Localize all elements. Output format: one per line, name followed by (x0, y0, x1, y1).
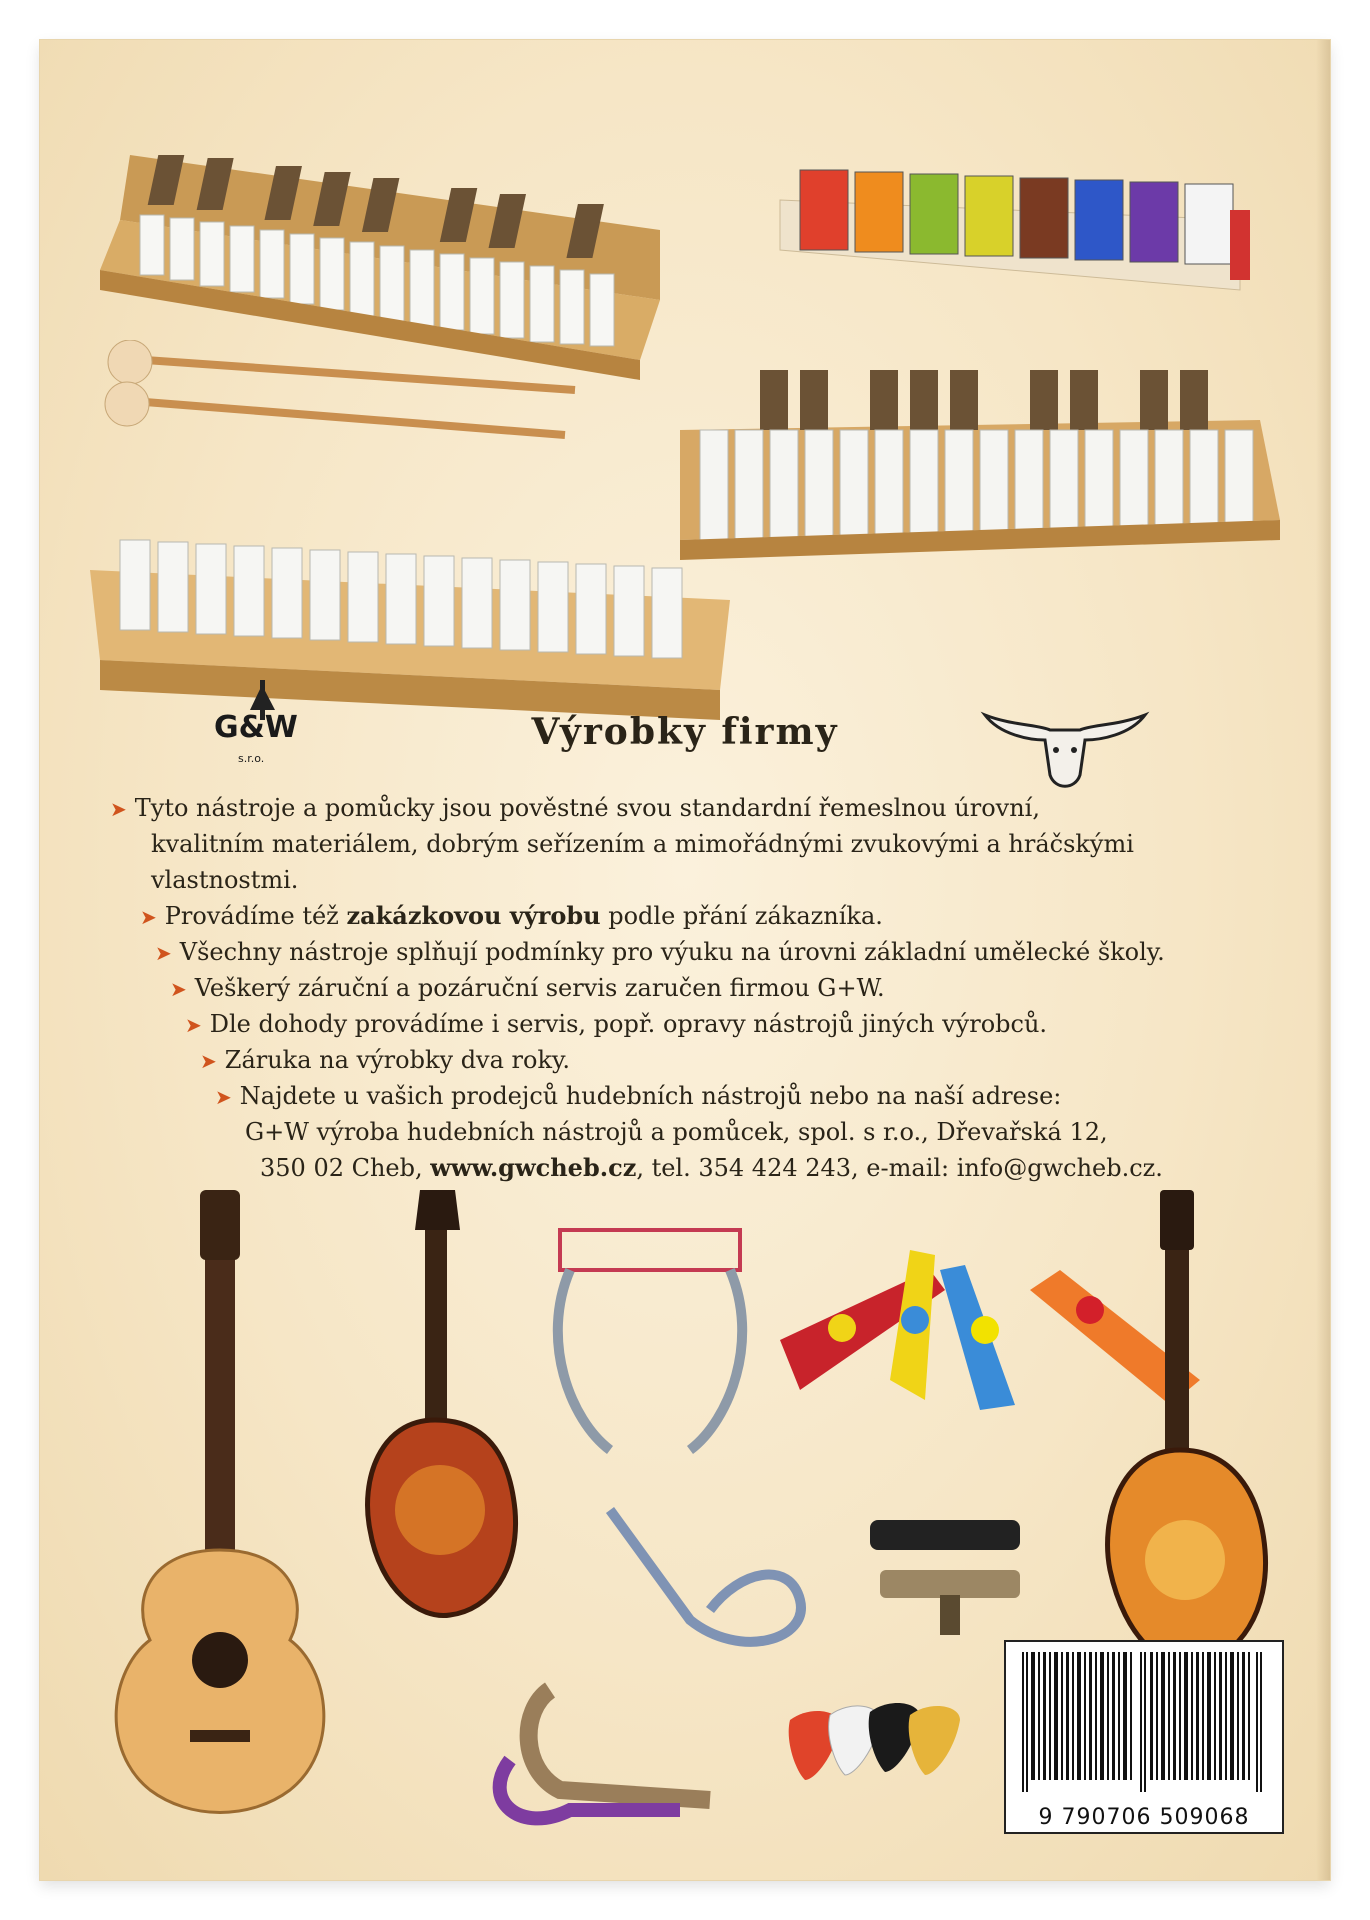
bullet-line-4: ➤ Záruka na výrobky dva roky. (200, 1046, 571, 1074)
arrow-icon: ➤ (140, 905, 157, 929)
arrow-icon: ➤ (215, 1085, 232, 1109)
mandolin-illustration (1070, 1190, 1300, 1690)
address-line-1: G+W výroba hudebních nástrojů a pomůcek, spol. s r.o., Dřevařská 12, (245, 1118, 1108, 1146)
bullet-line-2: ➤ Veškerý záruční a pozáruční servis zaručen firmou G+W. (170, 974, 885, 1002)
book-back-cover (40, 40, 1330, 1880)
arrow-icon: ➤ (110, 797, 127, 821)
gw-logo-subtext: s.r.o. (238, 752, 265, 765)
gw-logo-text: G&W (214, 710, 298, 745)
barcode (1004, 1640, 1284, 1834)
harmonica-holder-illustration (540, 1220, 770, 1460)
address-intro-line: ➤ Najdete u vašich prodejců hudebních nástrojů nebo na naší adrese: (215, 1082, 1062, 1110)
electric-mandolin-illustration (340, 1190, 540, 1640)
intro-line-3: vlastnostmi. (151, 866, 299, 894)
arrow-icon: ➤ (185, 1013, 202, 1037)
bullet-line-1: ➤ Všechny nástroje splňují podmínky pro výuku na úrovni základní umělecké školy. (155, 938, 1165, 966)
intro-line-2: kvalitním materiálem, dobrým seřízením a mimořádnými zvukovými a hráčskými (151, 830, 1134, 858)
custom-production-line: ➤ Provádíme též zakázkovou výrobu podle přání zákazníka. (140, 901, 883, 930)
address-line-2: 350 02 Cheb, www.gwcheb.cz, tel. 354 424 243, e-mail: info@gwcheb.cz. (260, 1153, 1163, 1182)
picks-illustration (780, 1700, 980, 1800)
colored-glockenspiel-illustration (760, 140, 1260, 340)
arrow-icon: ➤ (200, 1049, 217, 1073)
jaw-harp-illustration (600, 1500, 830, 1660)
metallophone-illustration (70, 510, 750, 740)
barcode-bars (1016, 1652, 1272, 1792)
acoustic-guitar-illustration (90, 1190, 350, 1820)
bullet-line-3: ➤ Dle dohody provádíme i servis, popř. opravy nástrojů jiných výrobců. (185, 1010, 1048, 1038)
mallets-illustration (85, 340, 585, 450)
capo-strap-illustration (480, 1660, 730, 1840)
capo-illustration (850, 1500, 1040, 1640)
barcode-number: 9 790706 509068 (1038, 1805, 1250, 1830)
arrow-icon: ➤ (155, 941, 172, 965)
website-link[interactable]: www.gwcheb.cz (430, 1153, 637, 1182)
arrow-icon: ➤ (170, 977, 187, 1001)
page-title: Výrobky firmy (531, 711, 839, 753)
intro-line-1: ➤ Tyto nástroje a pomůcky jsou pověstné svou standardní řemeslnou úrovní, (110, 794, 1040, 822)
